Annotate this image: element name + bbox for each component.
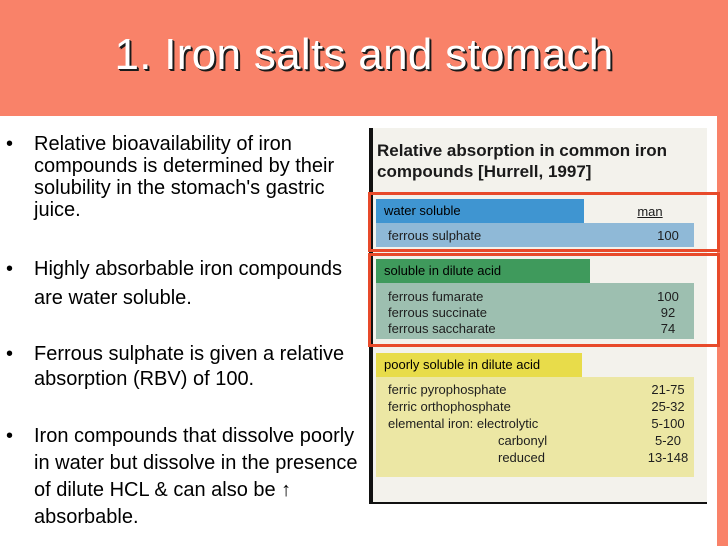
- compound-name: ferrous saccharate: [388, 321, 496, 336]
- slide-title: 1. Iron salts and stomach: [114, 30, 614, 79]
- bullet-text: Highly absorbable iron compounds are water soluble.: [34, 258, 342, 309]
- compound-value: 21-75: [651, 382, 685, 397]
- compound-value: 13-148: [647, 450, 689, 465]
- column-header-man: man: [637, 204, 663, 219]
- bullet-marker: •: [6, 133, 14, 155]
- compound-value: 5-100: [651, 416, 685, 431]
- compound-name: ferrous succinate: [388, 305, 487, 320]
- bullet-marker: •: [6, 343, 14, 365]
- compound-value: 100: [657, 228, 679, 243]
- compound-name: ferrous sulphate: [388, 228, 482, 243]
- compound-value: 74: [660, 321, 676, 336]
- compound-value: 100: [657, 289, 679, 304]
- compound-name: carbonyl: [498, 433, 548, 448]
- compound-name: elemental iron: electrolytic: [388, 416, 539, 431]
- figure-title: Relative absorption in common iron compounds [Hurrell, 1997]: [377, 141, 667, 181]
- category-header-water-soluble: water soluble: [376, 199, 584, 223]
- compound-value: 92: [660, 305, 676, 320]
- bullet-marker: •: [6, 258, 14, 280]
- compound-value: 25-32: [651, 399, 685, 414]
- compound-name: ferric pyrophosphate: [388, 382, 507, 397]
- bullet-text: Relative bioavailability of iron compounds is determined by their solubility in the stomach's gastric juice.: [34, 133, 335, 221]
- highlight-box-soluble-dilute-acid: [368, 253, 720, 347]
- compound-name: reduced: [498, 450, 545, 465]
- compound-value: 5-20: [654, 433, 682, 448]
- bullet-text: Iron compounds that dissolve poorly in water but dissolve in the presence of dilute HCL & can also be ↑ absorbable.: [34, 425, 358, 528]
- bullet-marker: •: [6, 425, 14, 447]
- compound-name: ferric orthophosphate: [388, 399, 511, 414]
- bullet-text: Ferrous sulphate is given a relative absorption (RBV) of 100.: [34, 343, 345, 390]
- category-header-soluble-dilute-acid: soluble in dilute acid: [376, 259, 590, 283]
- compound-name: ferrous fumarate: [388, 289, 484, 304]
- highlight-box-water-soluble: [368, 192, 720, 252]
- category-header-poorly-soluble: poorly soluble in dilute acid: [376, 353, 582, 377]
